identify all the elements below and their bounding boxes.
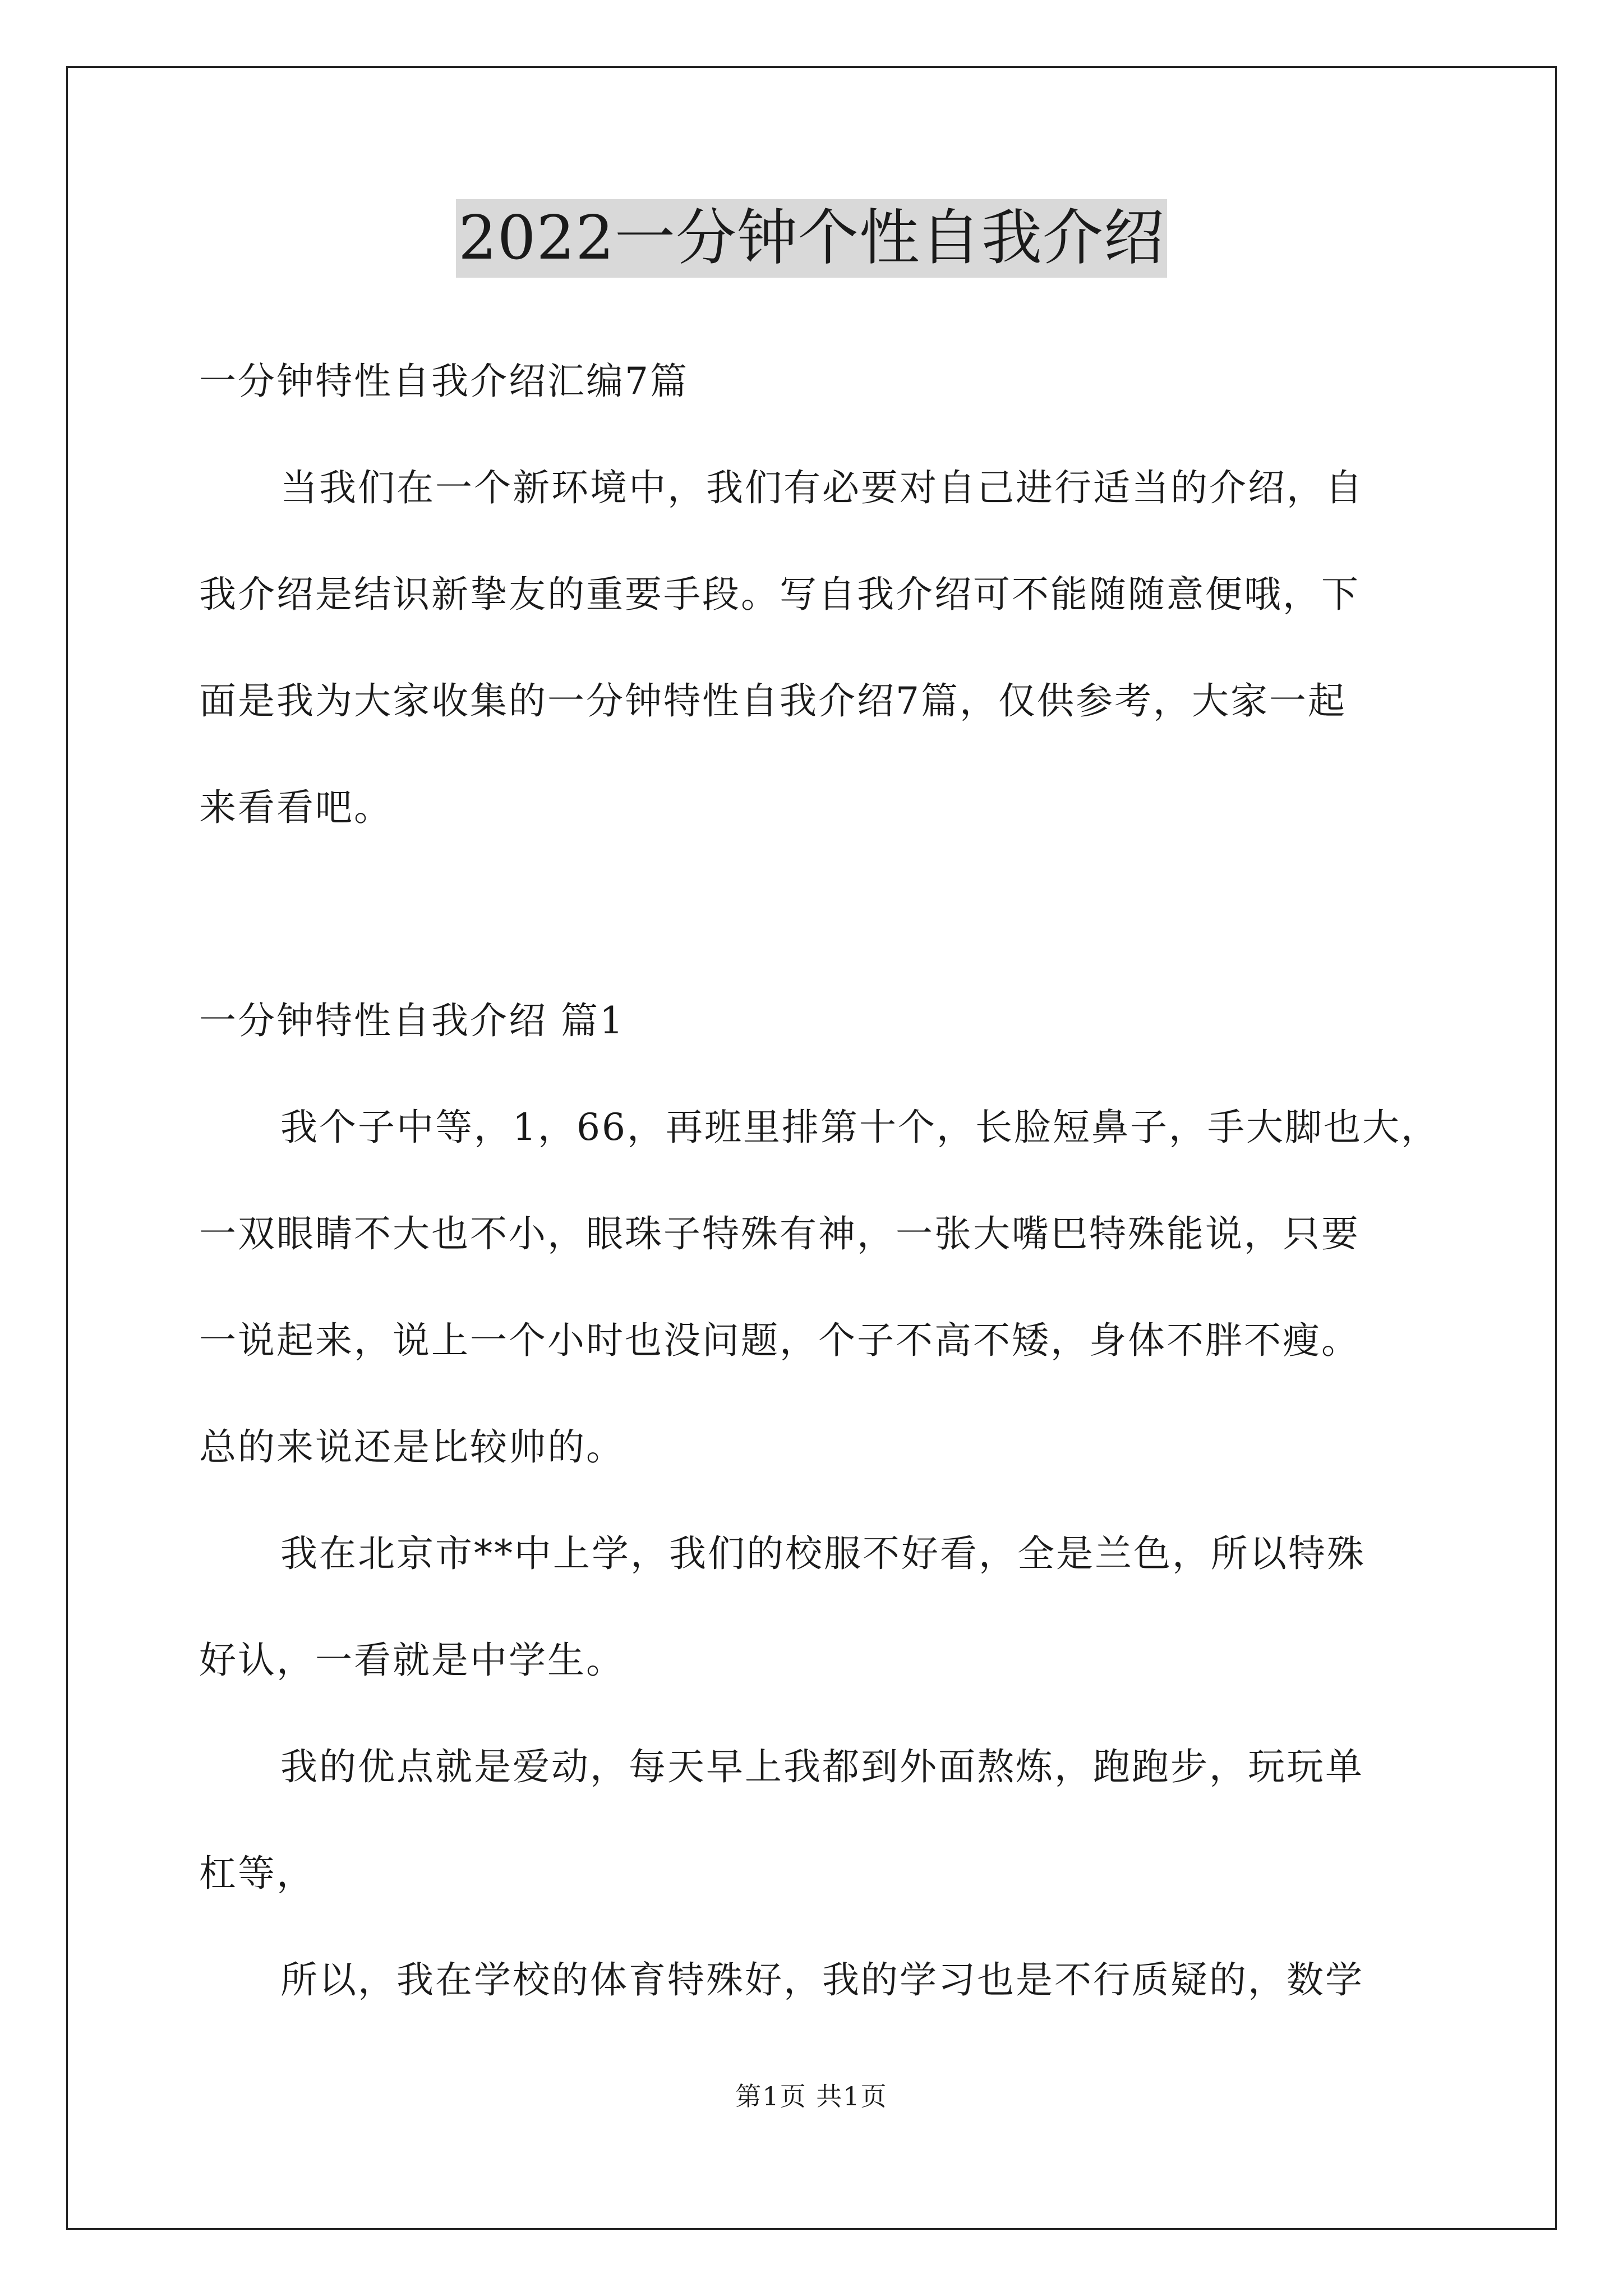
paragraph1-line-1: 我个子中等，1，66，再班里排第十个，长脸短鼻子，手大脚也大， (280, 1106, 1440, 1149)
paragraph3-line-2: 杠等， (199, 1852, 315, 1895)
subtitle: 一分钟特性自我介绍汇编7篇 (199, 360, 689, 403)
paragraph2-line-1: 我在北京市**中上学，我们的校服不好看，全是兰色，所以特殊 (280, 1532, 1366, 1575)
intro-line-3: 面是我为大家收集的一分钟特性自我介绍7篇，仅供参考，大家一起 (199, 679, 1347, 723)
paragraph2-line-2: 好认，一看就是中学生。 (199, 1639, 625, 1682)
document-title: 2022一分钟个性自我介绍 (456, 199, 1167, 278)
title-container (0, 199, 1623, 278)
paragraph1-line-4: 总的来说还是比较帅的。 (199, 1425, 625, 1469)
section-heading: 一分钟特性自我介绍 篇1 (199, 999, 625, 1042)
intro-line-4: 来看看吧。 (199, 786, 393, 829)
paragraph1-line-3: 一说起来，说上一个小时也没问题，个子不高不矮，身体不胖不瘦。 (199, 1319, 1360, 1362)
intro-line-2: 我介绍是结识新挚友的重要手段。写自我介绍可不能随随意便哦，下 (199, 573, 1360, 616)
paragraph3-line-1: 我的优点就是爱动，每天早上我都到外面熬炼，跑跑步，玩玩单 (280, 1745, 1364, 1788)
paragraph4-line-1: 所以，我在学校的体育特殊好，我的学习也是不行质疑的，数学 (280, 1958, 1364, 2001)
intro-line-1: 当我们在一个新环境中，我们有必要对自己进行适当的介绍，自 (280, 466, 1364, 509)
paragraph1-line-2: 一双眼睛不大也不小，眼珠子特殊有神，一张大嘴巴特殊能说，只要 (199, 1212, 1360, 1255)
page-footer: 第1页 共1页 (735, 2081, 888, 2111)
